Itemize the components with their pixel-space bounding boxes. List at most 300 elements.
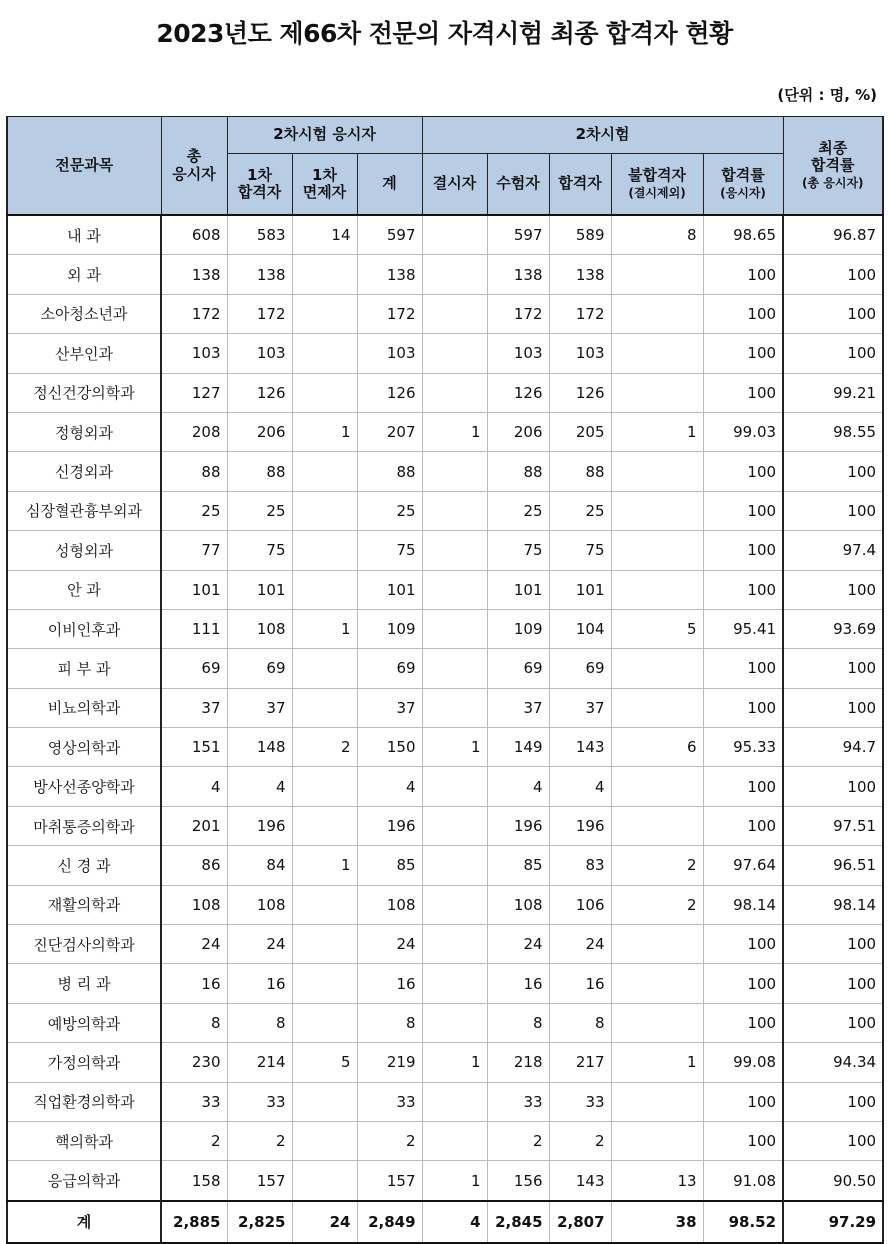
cell-first-pass: 24: [227, 925, 292, 964]
cell-rate: 100: [703, 334, 783, 373]
cell-final-rate: 100: [783, 925, 883, 964]
cell-passers: 75: [549, 531, 611, 570]
cell-total: 108: [161, 885, 227, 924]
cell-sum: 126: [357, 373, 422, 412]
cell-passers: 172: [549, 294, 611, 333]
cell-passers: 83: [549, 846, 611, 885]
total-row: [7, 1201, 883, 1243]
cell-subject: 내 과: [7, 215, 161, 255]
cell-first-pass: 37: [227, 688, 292, 727]
cell-examinees: 33: [487, 1082, 549, 1121]
cell-passers: 25: [549, 491, 611, 530]
cell-exempt: 1: [292, 846, 357, 885]
cell-total: 103: [161, 334, 227, 373]
cell-failers: 2: [611, 846, 703, 885]
cell-exempt: [292, 806, 357, 845]
cell-subject: 응급의학과: [7, 1161, 161, 1201]
cell-subject: 정신건강의학과: [7, 373, 161, 412]
cell-sum: 37: [357, 688, 422, 727]
table-row: [7, 609, 883, 648]
cell-first-pass: 16: [227, 964, 292, 1003]
cell-subject: 재활의학과: [7, 885, 161, 924]
table-row: [7, 1121, 883, 1160]
cell-examinees: 172: [487, 294, 549, 333]
cell-exempt: [292, 925, 357, 964]
cell-subject: 핵의학과: [7, 1121, 161, 1160]
header-subject: 전문과목: [7, 117, 161, 216]
cell-examinees: 101: [487, 570, 549, 609]
cell-examinees: 138: [487, 255, 549, 294]
cell-total: 8: [161, 1003, 227, 1042]
cell-rate: 100: [703, 373, 783, 412]
cell-absent: [422, 964, 487, 1003]
cell-failers: [611, 767, 703, 806]
cell-final-rate: 100: [783, 688, 883, 727]
cell-failers: [611, 806, 703, 845]
cell-final-rate: 98.55: [783, 412, 883, 451]
cell-absent: [422, 373, 487, 412]
cell-exempt: [292, 294, 357, 333]
cell-exempt: [292, 255, 357, 294]
cell-final-rate: 100: [783, 570, 883, 609]
cell-final-rate: 96.51: [783, 846, 883, 885]
cell-failers: [611, 925, 703, 964]
cell-examinees: 16: [487, 964, 549, 1003]
cell-rate: 100: [703, 531, 783, 570]
table-body: [7, 215, 883, 1243]
table-row: [7, 373, 883, 412]
cell-absent: [422, 531, 487, 570]
cell-rate: 95.33: [703, 728, 783, 767]
table-row: [7, 334, 883, 373]
cell-passers: 88: [549, 452, 611, 491]
cell-sum: 597: [357, 215, 422, 255]
cell-failers: 1: [611, 1043, 703, 1082]
cell-final-rate: 97.29: [783, 1201, 883, 1243]
cell-subject: 외 과: [7, 255, 161, 294]
cell-rate: 99.03: [703, 412, 783, 451]
cell-absent: [422, 255, 487, 294]
cell-failers: [611, 964, 703, 1003]
cell-total: 88: [161, 452, 227, 491]
cell-first-pass: 196: [227, 806, 292, 845]
cell-sum: 219: [357, 1043, 422, 1082]
cell-first-pass: 75: [227, 531, 292, 570]
cell-passers: 16: [549, 964, 611, 1003]
cell-passers: 104: [549, 609, 611, 648]
cell-rate: 100: [703, 570, 783, 609]
cell-passers: 126: [549, 373, 611, 412]
cell-rate: 100: [703, 649, 783, 688]
cell-exempt: [292, 334, 357, 373]
cell-subject: 소아청소년과: [7, 294, 161, 333]
cell-total: 2: [161, 1121, 227, 1160]
header-absent: 결시자: [422, 154, 487, 216]
header-total-applicants: 총 응시자: [161, 117, 227, 216]
cell-examinees: 69: [487, 649, 549, 688]
cell-failers: [611, 688, 703, 727]
cell-final-rate: 93.69: [783, 609, 883, 648]
cell-passers: 2,807: [549, 1201, 611, 1243]
cell-subject: 직업환경의학과: [7, 1082, 161, 1121]
cell-first-pass: 108: [227, 609, 292, 648]
table-row: [7, 1161, 883, 1201]
cell-passers: 69: [549, 649, 611, 688]
header-examinees: 수험자: [487, 154, 549, 216]
table-row: [7, 570, 883, 609]
cell-passers: 4: [549, 767, 611, 806]
cell-final-rate: 100: [783, 1121, 883, 1160]
table-row: [7, 964, 883, 1003]
cell-absent: [422, 688, 487, 727]
cell-subject: 심장혈관흉부외과: [7, 491, 161, 530]
cell-total: 77: [161, 531, 227, 570]
cell-failers: [611, 1082, 703, 1121]
cell-failers: [611, 452, 703, 491]
cell-subject: 가정의학과: [7, 1043, 161, 1082]
cell-exempt: [292, 1161, 357, 1201]
cell-rate: 100: [703, 452, 783, 491]
cell-first-pass: 108: [227, 885, 292, 924]
cell-first-pass: 4: [227, 767, 292, 806]
cell-passers: 33: [549, 1082, 611, 1121]
cell-sum: 196: [357, 806, 422, 845]
cell-passers: 143: [549, 728, 611, 767]
cell-subject: 방사선종양학과: [7, 767, 161, 806]
cell-first-pass: 583: [227, 215, 292, 255]
cell-final-rate: 100: [783, 452, 883, 491]
table-row: [7, 728, 883, 767]
cell-exempt: [292, 1121, 357, 1160]
table-row: [7, 491, 883, 530]
cell-absent: [422, 491, 487, 530]
cell-failers: [611, 570, 703, 609]
cell-first-pass: 69: [227, 649, 292, 688]
document-title: 2023년도 제66차 전문의 자격시험 최종 합격자 현황: [156, 19, 733, 48]
cell-examinees: 218: [487, 1043, 549, 1082]
cell-absent: [422, 1003, 487, 1042]
cell-exempt: [292, 964, 357, 1003]
cell-rate: 99.08: [703, 1043, 783, 1082]
cell-absent: 1: [422, 1161, 487, 1201]
cell-exempt: 5: [292, 1043, 357, 1082]
table-row: [7, 846, 883, 885]
cell-exempt: [292, 491, 357, 530]
cell-total: 158: [161, 1161, 227, 1201]
cell-first-pass: 126: [227, 373, 292, 412]
cell-passers: 37: [549, 688, 611, 727]
cell-failers: 2: [611, 885, 703, 924]
cell-subject: 진단검사의학과: [7, 925, 161, 964]
cell-rate: 100: [703, 806, 783, 845]
cell-sum: 16: [357, 964, 422, 1003]
cell-failers: 8: [611, 215, 703, 255]
table-row: [7, 1043, 883, 1082]
cell-rate: 100: [703, 1121, 783, 1160]
cell-absent: 1: [422, 1043, 487, 1082]
cell-sum: 75: [357, 531, 422, 570]
cell-absent: 4: [422, 1201, 487, 1243]
cell-passers: 8: [549, 1003, 611, 1042]
cell-examinees: 24: [487, 925, 549, 964]
cell-subject: 신경외과: [7, 452, 161, 491]
cell-rate: 100: [703, 767, 783, 806]
cell-examinees: 2,845: [487, 1201, 549, 1243]
cell-total: 16: [161, 964, 227, 1003]
table-row: [7, 412, 883, 451]
cell-passers: 106: [549, 885, 611, 924]
cell-examinees: 4: [487, 767, 549, 806]
header-group-second-applicants: 2차시험 응시자: [227, 117, 422, 154]
cell-first-pass: 103: [227, 334, 292, 373]
cell-rate: 98.65: [703, 215, 783, 255]
cell-first-pass: 2: [227, 1121, 292, 1160]
table-row: [7, 688, 883, 727]
cell-rate: 91.08: [703, 1161, 783, 1201]
cell-examinees: 8: [487, 1003, 549, 1042]
cell-absent: 1: [422, 728, 487, 767]
cell-absent: [422, 885, 487, 924]
cell-total: 24: [161, 925, 227, 964]
cell-sum: 8: [357, 1003, 422, 1042]
table-row: [7, 806, 883, 845]
cell-final-rate: 100: [783, 649, 883, 688]
cell-examinees: 597: [487, 215, 549, 255]
cell-subject: 비뇨의학과: [7, 688, 161, 727]
cell-first-pass: 206: [227, 412, 292, 451]
cell-examinees: 206: [487, 412, 549, 451]
cell-exempt: 1: [292, 609, 357, 648]
cell-exempt: [292, 688, 357, 727]
cell-total: 33: [161, 1082, 227, 1121]
cell-failers: 38: [611, 1201, 703, 1243]
cell-sum: 207: [357, 412, 422, 451]
cell-passers: 2: [549, 1121, 611, 1160]
cell-subject: 정형외과: [7, 412, 161, 451]
cell-subject: 예방의학과: [7, 1003, 161, 1042]
cell-final-rate: 96.87: [783, 215, 883, 255]
cell-examinees: 85: [487, 846, 549, 885]
cell-first-pass: 138: [227, 255, 292, 294]
cell-final-rate: 100: [783, 964, 883, 1003]
cell-final-rate: 100: [783, 491, 883, 530]
cell-failers: [611, 531, 703, 570]
table-row: [7, 649, 883, 688]
cell-first-pass: 88: [227, 452, 292, 491]
cell-examinees: 103: [487, 334, 549, 373]
header-passers: 합격자: [549, 154, 611, 216]
cell-exempt: 24: [292, 1201, 357, 1243]
cell-examinees: 126: [487, 373, 549, 412]
cell-sum: 33: [357, 1082, 422, 1121]
cell-failers: [611, 491, 703, 530]
cell-exempt: 1: [292, 412, 357, 451]
cell-rate: 100: [703, 688, 783, 727]
cell-absent: [422, 1121, 487, 1160]
cell-first-pass: 33: [227, 1082, 292, 1121]
cell-failers: [611, 649, 703, 688]
cell-failers: [611, 255, 703, 294]
cell-absent: [422, 1082, 487, 1121]
cell-first-pass: 214: [227, 1043, 292, 1082]
cell-first-pass: 101: [227, 570, 292, 609]
cell-sum: 24: [357, 925, 422, 964]
cell-sum: 150: [357, 728, 422, 767]
cell-total: 172: [161, 294, 227, 333]
table-row: [7, 255, 883, 294]
cell-first-pass: 172: [227, 294, 292, 333]
cell-total: 4: [161, 767, 227, 806]
cell-failers: [611, 294, 703, 333]
cell-exempt: 2: [292, 728, 357, 767]
cell-final-rate: 90.50: [783, 1161, 883, 1201]
cell-rate: 100: [703, 491, 783, 530]
header-first-exempt: 1차 면제자: [292, 154, 357, 216]
cell-subject: 피 부 과: [7, 649, 161, 688]
cell-total: 37: [161, 688, 227, 727]
cell-exempt: [292, 531, 357, 570]
cell-absent: [422, 925, 487, 964]
cell-total: 69: [161, 649, 227, 688]
cell-subject: 신 경 과: [7, 846, 161, 885]
table-row: [7, 767, 883, 806]
cell-passers: 217: [549, 1043, 611, 1082]
cell-examinees: 196: [487, 806, 549, 845]
cell-subject: 이비인후과: [7, 609, 161, 648]
cell-absent: [422, 767, 487, 806]
cell-absent: 1: [422, 412, 487, 451]
cell-first-pass: 148: [227, 728, 292, 767]
cell-total: 86: [161, 846, 227, 885]
header-pass-rate: 합격률 (응시자): [703, 154, 783, 216]
table-header: [7, 117, 883, 216]
cell-exempt: [292, 1003, 357, 1042]
cell-examinees: 37: [487, 688, 549, 727]
cell-sum: 69: [357, 649, 422, 688]
cell-failers: [611, 334, 703, 373]
table-row: [7, 215, 883, 255]
cell-passers: 103: [549, 334, 611, 373]
cell-rate: 100: [703, 1003, 783, 1042]
cell-sum: 2,849: [357, 1201, 422, 1243]
unit-note: (단위 : 명, %): [777, 86, 877, 104]
cell-first-pass: 84: [227, 846, 292, 885]
cell-examinees: 108: [487, 885, 549, 924]
table-row: [7, 885, 883, 924]
cell-exempt: [292, 1082, 357, 1121]
cell-sum: 88: [357, 452, 422, 491]
header-first-pass: 1차 합격자: [227, 154, 292, 216]
cell-total: 25: [161, 491, 227, 530]
cell-final-rate: 100: [783, 334, 883, 373]
cell-total: 127: [161, 373, 227, 412]
cell-rate: 97.64: [703, 846, 783, 885]
cell-failers: [611, 373, 703, 412]
header-sum: 계: [357, 154, 422, 216]
cell-examinees: 25: [487, 491, 549, 530]
cell-rate: 100: [703, 964, 783, 1003]
cell-failers: 6: [611, 728, 703, 767]
cell-passers: 143: [549, 1161, 611, 1201]
cell-total: 151: [161, 728, 227, 767]
cell-subject: 영상의학과: [7, 728, 161, 767]
cell-passers: 101: [549, 570, 611, 609]
cell-final-rate: 97.51: [783, 806, 883, 845]
cell-total: 101: [161, 570, 227, 609]
table-row: [7, 531, 883, 570]
cell-rate: 98.14: [703, 885, 783, 924]
cell-failers: [611, 1121, 703, 1160]
header-final-rate: 최종 합격률 (총 응시자): [783, 117, 883, 216]
cell-total: 230: [161, 1043, 227, 1082]
table-row: [7, 294, 883, 333]
cell-sum: 103: [357, 334, 422, 373]
cell-passers: 205: [549, 412, 611, 451]
cell-subject: 마취통증의학과: [7, 806, 161, 845]
cell-rate: 98.52: [703, 1201, 783, 1243]
cell-total: 138: [161, 255, 227, 294]
cell-exempt: [292, 767, 357, 806]
cell-failers: 1: [611, 412, 703, 451]
cell-absent: [422, 294, 487, 333]
cell-first-pass: 157: [227, 1161, 292, 1201]
cell-final-rate: 100: [783, 1003, 883, 1042]
header-group-second-exam: 2차시험: [422, 117, 783, 154]
cell-sum: 85: [357, 846, 422, 885]
cell-absent: [422, 570, 487, 609]
cell-final-rate: 94.7: [783, 728, 883, 767]
cell-sum: 172: [357, 294, 422, 333]
cell-final-rate: 100: [783, 767, 883, 806]
cell-absent: [422, 846, 487, 885]
cell-first-pass: 25: [227, 491, 292, 530]
cell-total: 608: [161, 215, 227, 255]
cell-final-rate: 94.34: [783, 1043, 883, 1082]
cell-exempt: [292, 885, 357, 924]
cell-subject: 병 리 과: [7, 964, 161, 1003]
cell-examinees: 149: [487, 728, 549, 767]
cell-examinees: 88: [487, 452, 549, 491]
cell-rate: 95.41: [703, 609, 783, 648]
cell-examinees: 2: [487, 1121, 549, 1160]
cell-absent: [422, 452, 487, 491]
cell-final-rate: 100: [783, 294, 883, 333]
cell-exempt: [292, 452, 357, 491]
table-row: [7, 925, 883, 964]
cell-absent: [422, 649, 487, 688]
cell-rate: 100: [703, 294, 783, 333]
cell-exempt: [292, 373, 357, 412]
cell-absent: [422, 609, 487, 648]
cell-sum: 109: [357, 609, 422, 648]
cell-passers: 138: [549, 255, 611, 294]
cell-total: 2,885: [161, 1201, 227, 1243]
cell-first-pass: 2,825: [227, 1201, 292, 1243]
cell-final-rate: 98.14: [783, 885, 883, 924]
cell-first-pass: 8: [227, 1003, 292, 1042]
table-row: [7, 1003, 883, 1042]
cell-final-rate: 100: [783, 255, 883, 294]
cell-failers: [611, 1003, 703, 1042]
cell-subject: 산부인과: [7, 334, 161, 373]
table-row: [7, 1082, 883, 1121]
cell-sum: 157: [357, 1161, 422, 1201]
cell-rate: 100: [703, 255, 783, 294]
cell-failers: 13: [611, 1161, 703, 1201]
cell-final-rate: 99.21: [783, 373, 883, 412]
cell-exempt: 14: [292, 215, 357, 255]
cell-absent: [422, 806, 487, 845]
